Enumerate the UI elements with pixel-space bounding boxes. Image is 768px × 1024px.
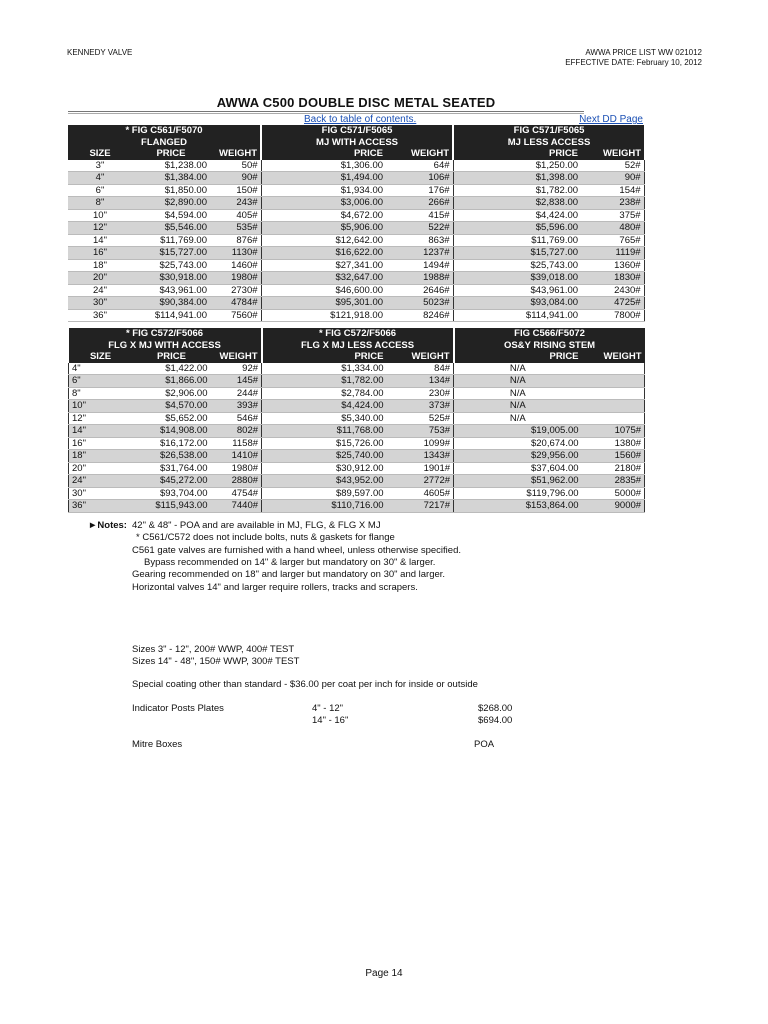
table-cell: $43,961.00: [453, 284, 581, 297]
table-cell: $4,424.00: [262, 400, 387, 413]
table-cell: $119,796.00: [454, 487, 582, 500]
company-name: KENNEDY VALVE: [67, 48, 133, 57]
table-cell: $43,952.00: [262, 475, 387, 488]
table-cell: 30": [68, 297, 132, 310]
table-cell: N/A: [454, 387, 582, 400]
table-cell: 4605#: [387, 487, 454, 500]
t1-group-0-line1: * FIG C561/F5070: [68, 125, 261, 137]
table-cell: 4754#: [211, 487, 262, 500]
table-cell: $14,908.00: [133, 425, 211, 438]
table-cell: $2,906.00: [133, 387, 211, 400]
table-cell: 1494#: [386, 259, 453, 272]
table-cell: 90#: [210, 172, 261, 185]
table-cell: 8": [69, 387, 133, 400]
table-row: [69, 387, 645, 400]
column-header: WEIGHT: [211, 351, 262, 363]
table-row: [68, 309, 644, 322]
table-cell: $1,782.00: [262, 375, 387, 388]
table-cell: 525#: [387, 412, 454, 425]
table-cell: 8": [68, 197, 132, 210]
table-cell: 7560#: [210, 309, 261, 322]
column-header: PRICE: [261, 148, 386, 160]
table-row: [69, 500, 645, 513]
t1-group-2-line1: FIG C571/F5065: [453, 125, 644, 137]
table-cell: $25,743.00: [132, 259, 210, 272]
table-cell: 64#: [386, 160, 453, 172]
column-header: PRICE: [133, 351, 211, 363]
table-row: [69, 475, 645, 488]
table-cell: $114,941.00: [132, 309, 210, 322]
table-cell: $16,622.00: [261, 247, 386, 260]
table-cell: 863#: [386, 234, 453, 247]
column-header: PRICE: [453, 148, 581, 160]
table-row: [68, 184, 644, 197]
table-cell: $12,642.00: [261, 234, 386, 247]
table-cell: $93,704.00: [133, 487, 211, 500]
table-cell: $15,727.00: [453, 247, 581, 260]
table-cell: $15,726.00: [262, 437, 387, 450]
table-cell: $29,956.00: [454, 450, 582, 463]
indicator-price-2: $694.00: [478, 715, 513, 726]
table-cell: $46,600.00: [261, 284, 386, 297]
note-line: C561 gate valves are furnished with a hand wheel, unless otherwise specified.: [132, 544, 461, 556]
table-cell: $2,890.00: [132, 197, 210, 210]
mitre-price: POA: [474, 739, 495, 750]
table-cell: 52#: [581, 160, 644, 172]
table-row: [68, 234, 644, 247]
table-cell: 230#: [387, 387, 454, 400]
effective-date: EFFECTIVE DATE: February 10, 2012: [565, 58, 702, 67]
table-cell: $5,652.00: [133, 412, 211, 425]
table-cell: $51,962.00: [454, 475, 582, 488]
table-row: [69, 425, 645, 438]
table-cell: $1,422.00: [133, 363, 211, 375]
table-cell: $30,912.00: [262, 462, 387, 475]
table-cell: 9000#: [582, 500, 645, 513]
table-cell: $4,594.00: [132, 209, 210, 222]
table-cell: 1830#: [581, 272, 644, 285]
table-cell: $37,604.00: [454, 462, 582, 475]
table-cell: 1360#: [581, 259, 644, 272]
table-cell: $43,961.00: [132, 284, 210, 297]
table-cell: [582, 375, 645, 388]
t2-group-1-line2: FLG X MJ LESS ACCESS: [262, 340, 454, 352]
table-cell: $90,384.00: [132, 297, 210, 310]
table-row: [68, 272, 644, 285]
table-cell: $5,340.00: [262, 412, 387, 425]
table-row: [69, 400, 645, 413]
column-header: WEIGHT: [582, 351, 645, 363]
table-cell: $30,918.00: [132, 272, 210, 285]
table-cell: 18": [68, 259, 132, 272]
table-cell: 18": [69, 450, 133, 463]
table-cell: $1,398.00: [453, 172, 581, 185]
table-cell: $25,743.00: [453, 259, 581, 272]
table-cell: 5000#: [582, 487, 645, 500]
table-cell: 12": [69, 412, 133, 425]
t2-body: [69, 363, 645, 513]
table-cell: 480#: [581, 222, 644, 235]
table-row: [69, 437, 645, 450]
table-cell: 1901#: [387, 462, 454, 475]
t2-group-2-line2: OS&Y RISING STEM: [454, 340, 645, 352]
note-line: Bypass recommended on 14" & larger but mandatory on 30" & larger.: [144, 557, 436, 568]
column-header: PRICE: [454, 351, 582, 363]
table-cell: $2,838.00: [453, 197, 581, 210]
table-cell: 10": [69, 400, 133, 413]
table-cell: 1075#: [582, 425, 645, 438]
table-cell: 243#: [210, 197, 261, 210]
table-cell: 1099#: [387, 437, 454, 450]
table-cell: $5,546.00: [132, 222, 210, 235]
table-cell: 24": [69, 475, 133, 488]
table-cell: $95,301.00: [261, 297, 386, 310]
table-cell: 7800#: [581, 309, 644, 322]
table-cell: [582, 400, 645, 413]
t2-group-0-line1: * FIG C572/F5066: [69, 328, 262, 340]
table-row: [69, 412, 645, 425]
table-cell: $11,769.00: [132, 234, 210, 247]
table-cell: 154#: [581, 184, 644, 197]
table-cell: $1,306.00: [261, 160, 386, 172]
table-row: [69, 450, 645, 463]
table-cell: $114,941.00: [453, 309, 581, 322]
table-cell: 6": [68, 184, 132, 197]
table-cell: 405#: [210, 209, 261, 222]
table-cell: 546#: [211, 412, 262, 425]
table-cell: 4725#: [581, 297, 644, 310]
table-cell: 84#: [387, 363, 454, 375]
t2-group-1-line1: * FIG C572/F5066: [262, 328, 454, 340]
table-cell: $1,384.00: [132, 172, 210, 185]
table-cell: 6": [69, 375, 133, 388]
table-cell: $15,727.00: [132, 247, 210, 260]
column-header: PRICE: [132, 148, 210, 160]
table-cell: $20,674.00: [454, 437, 582, 450]
table-cell: 238#: [581, 197, 644, 210]
price-table-1: [68, 125, 645, 322]
table-cell: 150#: [210, 184, 261, 197]
t1-group-2-line2: MJ LESS ACCESS: [453, 137, 644, 149]
t2-group-0-line2: FLG X MJ WITH ACCESS: [69, 340, 262, 352]
column-header: SIZE: [69, 351, 133, 363]
table-cell: $1,850.00: [132, 184, 210, 197]
table-cell: $1,494.00: [261, 172, 386, 185]
table-cell: 24": [68, 284, 132, 297]
table-cell: 393#: [211, 400, 262, 413]
table-cell: 1130#: [210, 247, 261, 260]
page-number: Page 14: [365, 968, 403, 979]
note-line: Gearing recommended on 18" and larger but mandatory on 30" and larger.: [132, 569, 446, 580]
column-header: SIZE: [68, 148, 132, 160]
table-cell: 1560#: [582, 450, 645, 463]
table-cell: $25,740.00: [262, 450, 387, 463]
table-cell: $2,784.00: [262, 387, 387, 400]
table-cell: $115,943.00: [133, 500, 211, 513]
table-cell: 2835#: [582, 475, 645, 488]
table-cell: 375#: [581, 209, 644, 222]
table-cell: 1980#: [211, 462, 262, 475]
table-cell: 12": [68, 222, 132, 235]
table-cell: $5,906.00: [261, 222, 386, 235]
price-table-2: [68, 328, 645, 513]
table-cell: $1,250.00: [453, 160, 581, 172]
table-cell: $16,172.00: [133, 437, 211, 450]
table-cell: 1410#: [211, 450, 262, 463]
t1-group-0-line2: FLANGED: [68, 137, 261, 149]
table-cell: 802#: [211, 425, 262, 438]
notes-label: ►Notes:: [88, 520, 127, 531]
table-cell: 16": [68, 247, 132, 260]
table-cell: [582, 387, 645, 400]
table-cell: N/A: [454, 400, 582, 413]
table-cell: $19,005.00: [454, 425, 582, 438]
table-cell: $39,018.00: [453, 272, 581, 285]
table-cell: 244#: [211, 387, 262, 400]
table-cell: 1237#: [386, 247, 453, 260]
column-header: WEIGHT: [581, 148, 644, 160]
table-cell: 1343#: [387, 450, 454, 463]
table-cell: $4,424.00: [453, 209, 581, 222]
table-cell: 16": [69, 437, 133, 450]
table-cell: 2430#: [581, 284, 644, 297]
price-list-info: [565, 48, 702, 68]
table-cell: 10": [68, 209, 132, 222]
table-row: [68, 297, 644, 310]
table-row: [68, 197, 644, 210]
table-cell: $110,716.00: [262, 500, 387, 513]
table-cell: 4": [68, 172, 132, 185]
table-cell: $11,768.00: [262, 425, 387, 438]
table-cell: $45,272.00: [133, 475, 211, 488]
table-cell: 134#: [387, 375, 454, 388]
table-cell: 176#: [386, 184, 453, 197]
table-cell: $26,538.00: [133, 450, 211, 463]
column-header: PRICE: [262, 351, 387, 363]
table-cell: [582, 363, 645, 375]
pressure-ratings: [132, 644, 299, 668]
table-cell: 876#: [210, 234, 261, 247]
table-cell: 1988#: [386, 272, 453, 285]
pressure-rating-line: Sizes 3" - 12", 200# WWP, 400# TEST: [132, 644, 295, 655]
table-row: [69, 375, 645, 388]
table-row: [69, 462, 645, 475]
table-cell: 7217#: [387, 500, 454, 513]
table-cell: 4784#: [210, 297, 261, 310]
column-header: WEIGHT: [387, 351, 454, 363]
t2-group-2-line1: FIG C566/F5072: [454, 328, 645, 340]
table-row: [68, 172, 644, 185]
table-row: [68, 259, 644, 272]
indicator-range-2: 14" - 16": [312, 715, 349, 726]
indicator-range-1: 4" - 12": [312, 703, 344, 714]
indicator-label: Indicator Posts Plates: [132, 703, 224, 714]
table-cell: 522#: [386, 222, 453, 235]
table-cell: 30": [69, 487, 133, 500]
table-cell: $1,334.00: [262, 363, 387, 375]
table-cell: 20": [69, 462, 133, 475]
table-cell: 36": [69, 500, 133, 513]
table-cell: $4,672.00: [261, 209, 386, 222]
table-cell: 4": [69, 363, 133, 375]
table-cell: 1380#: [582, 437, 645, 450]
column-header: WEIGHT: [210, 148, 261, 160]
mitre-label: Mitre Boxes: [132, 739, 183, 750]
table-cell: 535#: [210, 222, 261, 235]
table-cell: 753#: [387, 425, 454, 438]
table-cell: 92#: [211, 363, 262, 375]
table-cell: 14": [68, 234, 132, 247]
table-cell: $1,866.00: [133, 375, 211, 388]
table-cell: 50#: [210, 160, 261, 172]
table-cell: $3,006.00: [261, 197, 386, 210]
table-cell: $89,597.00: [262, 487, 387, 500]
indicator-price-1: $268.00: [478, 703, 513, 714]
table-cell: 90#: [581, 172, 644, 185]
table-cell: 373#: [387, 400, 454, 413]
t1-body: [68, 160, 644, 322]
table-cell: $1,934.00: [261, 184, 386, 197]
column-header: WEIGHT: [386, 148, 453, 160]
table-cell: [582, 412, 645, 425]
table-cell: 415#: [386, 209, 453, 222]
back-to-toc-link[interactable]: Back to table of contents.: [304, 114, 417, 125]
table-cell: N/A: [454, 375, 582, 388]
table-cell: $4,570.00: [133, 400, 211, 413]
table-cell: $93,084.00: [453, 297, 581, 310]
table-cell: 765#: [581, 234, 644, 247]
t1-group-1-line1: FIG C571/F5065: [261, 125, 453, 137]
table-cell: 2730#: [210, 284, 261, 297]
table-cell: 36": [68, 309, 132, 322]
table-row: [68, 247, 644, 260]
table-row: [68, 209, 644, 222]
table-row: [68, 222, 644, 235]
table-cell: 1980#: [210, 272, 261, 285]
table-cell: 20": [68, 272, 132, 285]
note-line: Horizontal valves 14" and larger require rollers, tracks and scrapers.: [132, 581, 418, 593]
table-cell: $11,769.00: [453, 234, 581, 247]
table-cell: $27,341.00: [261, 259, 386, 272]
table-cell: 14": [69, 425, 133, 438]
table-row: [68, 160, 644, 172]
next-dd-page-link[interactable]: Next DD Page: [579, 114, 643, 125]
table-cell: 1119#: [581, 247, 644, 260]
pressure-rating-line: Sizes 14" - 48", 150# WWP, 300# TEST: [132, 656, 300, 667]
table-cell: $1,782.00: [453, 184, 581, 197]
table-row: [68, 284, 644, 297]
table-cell: N/A: [454, 363, 582, 375]
table-row: [69, 363, 645, 375]
note-line: 42" & 48" - POA and are available in MJ, FLG, & FLG X MJ: [132, 520, 381, 531]
table-cell: 266#: [386, 197, 453, 210]
table-cell: 3": [68, 160, 132, 172]
coating-note: Special coating other than standard - $36.00 per coat per inch for inside or outside: [132, 679, 478, 690]
table-cell: $32,647.00: [261, 272, 386, 285]
table-cell: 106#: [386, 172, 453, 185]
table-cell: 1460#: [210, 259, 261, 272]
table-cell: $31,764.00: [133, 462, 211, 475]
price-list-id: AWWA PRICE LIST WW 021012: [585, 48, 702, 57]
table-cell: N/A: [454, 412, 582, 425]
note-line: * C561/C572 does not include bolts, nuts & gaskets for flange: [136, 532, 395, 543]
table-cell: $121,918.00: [261, 309, 386, 322]
table-cell: 7440#: [211, 500, 262, 513]
table-cell: 2880#: [211, 475, 262, 488]
page-title: AWWA C500 DOUBLE DISC METAL SEATED: [216, 95, 496, 110]
table-cell: 2646#: [386, 284, 453, 297]
table-cell: $153,864.00: [454, 500, 582, 513]
table-cell: 8246#: [386, 309, 453, 322]
table-cell: 2772#: [387, 475, 454, 488]
table-cell: 5023#: [386, 297, 453, 310]
table-cell: $5,596.00: [453, 222, 581, 235]
table-cell: 1158#: [211, 437, 262, 450]
table-cell: 145#: [211, 375, 262, 388]
table-cell: $1,238.00: [132, 160, 210, 172]
t1-group-1-line2: MJ WITH ACCESS: [261, 137, 453, 149]
table-cell: 2180#: [582, 462, 645, 475]
table-row: [69, 487, 645, 500]
